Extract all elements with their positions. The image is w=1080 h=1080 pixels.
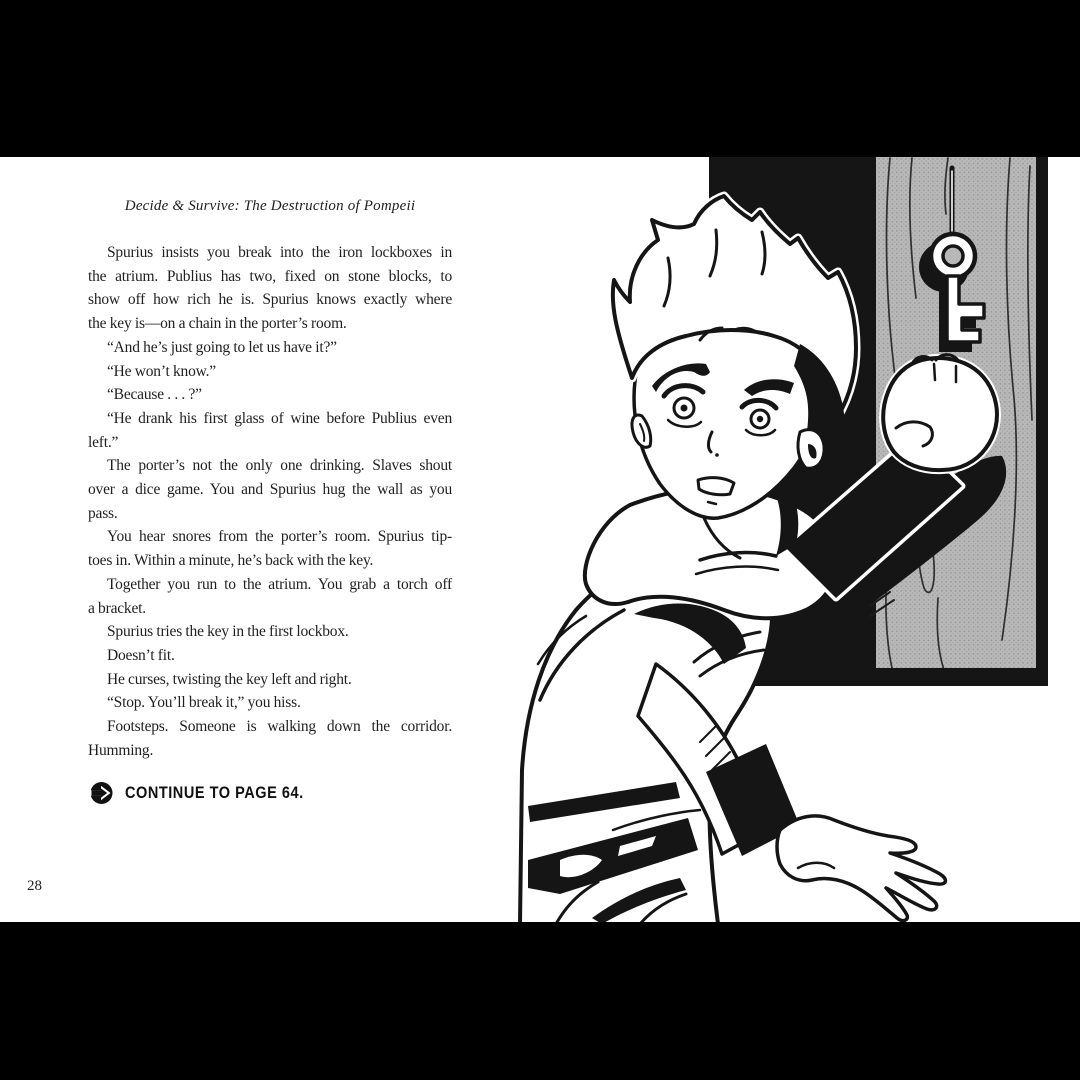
text-line: toes in. Within a minute, he’s back with the key. [88, 552, 374, 570]
mouth [698, 478, 734, 495]
arrow-right-circle-icon [88, 780, 114, 806]
continue-cta[interactable] [88, 780, 328, 806]
paragraph [88, 715, 452, 762]
text-line: Humming. [88, 741, 154, 759]
paragraph [88, 573, 452, 620]
text-line: He curses, twisting the key left and right. [107, 670, 352, 688]
paragraph [88, 454, 452, 525]
text-line: You hear snores from the porter’s room. Spurius tip- [107, 528, 452, 546]
running-header: Decide & Survive: The Destruction of Pompeii [124, 198, 416, 214]
text-line: left.” [88, 433, 119, 451]
paragraph [88, 336, 452, 360]
text-line: the atrium. Publius has two, fixed on stone blocks, to [88, 267, 452, 285]
text-line: Together you run to the atrium. You grab a torch off [107, 575, 452, 593]
text-line: The porter’s not the only one drinking. Slaves shout [107, 457, 452, 475]
text-line: Spurius tries the key in the first lockbox. [107, 623, 349, 641]
paragraph [88, 241, 452, 336]
text-line: “Because . . . ?” [107, 386, 202, 404]
paragraph [88, 644, 452, 668]
text-line: over a dice game. You and Spurius hug the wall as you [88, 481, 452, 499]
text-line: “He won’t know.” [107, 362, 216, 380]
text-line: pass. [88, 504, 118, 522]
text-line: Doesn’t fit. [107, 646, 175, 664]
text-line: “And he’s just going to let us have it?” [107, 338, 337, 356]
paragraph [88, 360, 452, 384]
top-letterbox-bar [0, 0, 1080, 157]
paragraph [88, 383, 452, 407]
bottom-letterbox-bar [0, 922, 1080, 1080]
continue-label: CONTINUE TO PAGE 64. [125, 783, 304, 802]
paragraph [88, 668, 452, 692]
page-number: 28 [27, 878, 42, 894]
text-line: Spurius insists you break into the iron lockboxes in [107, 244, 452, 261]
text-line: show off how rich he is. Spurius knows exactly where [88, 291, 452, 309]
fist [883, 355, 997, 470]
paragraph [88, 620, 452, 644]
illustration [500, 157, 1080, 922]
paragraph [88, 525, 452, 572]
text-line: “Stop. You’ll break it,” you hiss. [107, 694, 301, 712]
text-line: the key is—on a chain in the porter’s room. [88, 315, 347, 333]
text-line: “He drank his first glass of wine before Publius even [107, 409, 452, 427]
body-text [88, 241, 452, 762]
paragraph [88, 407, 452, 454]
text-line: Footsteps. Someone is walking down the corridor. [107, 718, 452, 736]
text-line: a bracket. [88, 599, 146, 617]
board-right-edge [1036, 157, 1048, 686]
open-hand [777, 816, 945, 921]
paragraph [88, 691, 452, 715]
